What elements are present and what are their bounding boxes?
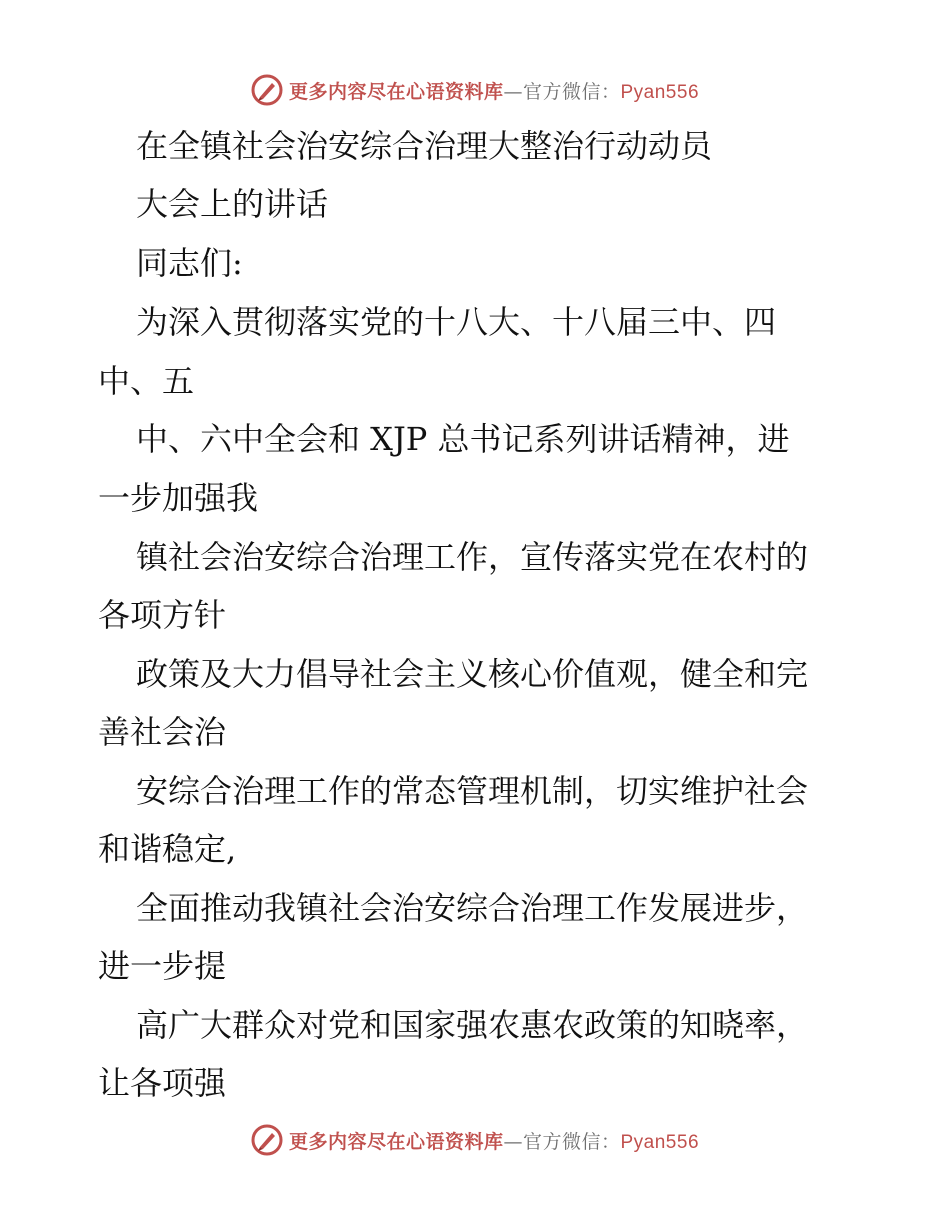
paragraph-line: 高广大群众对党和国家强农惠农政策的知晓率， — [136, 1006, 809, 1044]
paragraph-line: 一步加强我 — [98, 479, 259, 517]
paragraph-line: 镇社会治安综合治理工作，宣传落实党在农村的 — [136, 538, 809, 576]
title-line-2: 大会上的讲话 — [136, 185, 329, 223]
paragraph-line: 为深入贯彻落实党的十八大、十八届三中、四 — [136, 303, 777, 341]
paragraph-line: 政策及大力倡导社会主义核心价值观，健全和完 — [136, 655, 809, 693]
paragraph-line: 进一步提 — [98, 947, 227, 985]
banner-wechat-id: Pyan556 — [620, 81, 700, 103]
pen-logo-icon — [251, 1124, 283, 1156]
banner-sub-text: 官方微信： — [522, 1130, 621, 1153]
footer-banner — [0, 1120, 950, 1160]
paragraph-line: 安综合治理工作的常态管理机制，切实维护社会 — [136, 772, 809, 810]
header-banner — [0, 70, 950, 110]
paragraph-line: 让各项强 — [98, 1064, 227, 1102]
title-line-1: 在全镇社会治安综合治理大整治行动动员 — [136, 127, 713, 165]
banner-sub-text: 官方微信： — [522, 80, 621, 103]
banner-main-text: 更多内容尽在心语资料库 — [288, 80, 504, 103]
paragraph-line: 和谐稳定, — [98, 830, 237, 868]
salutation: 同志们: — [136, 244, 243, 282]
banner-main-text: 更多内容尽在心语资料库 — [288, 1130, 504, 1153]
banner-wechat-id: Pyan556 — [620, 1131, 700, 1153]
pen-logo-icon — [251, 74, 283, 106]
banner-text — [289, 77, 699, 104]
banner-dash: — — [503, 1130, 523, 1153]
paragraph-line: 善社会治 — [98, 713, 227, 751]
banner-dash: — — [503, 80, 523, 103]
banner-text — [289, 1127, 699, 1154]
paragraph-line: 中、六中全会和 XJP 总书记系列讲话精神，进 — [136, 420, 790, 458]
paragraph-line: 各项方针 — [98, 596, 227, 634]
paragraph-line: 中、五 — [98, 362, 195, 400]
paragraph-line: 全面推动我镇社会治安综合治理工作发展进步， — [136, 889, 809, 927]
